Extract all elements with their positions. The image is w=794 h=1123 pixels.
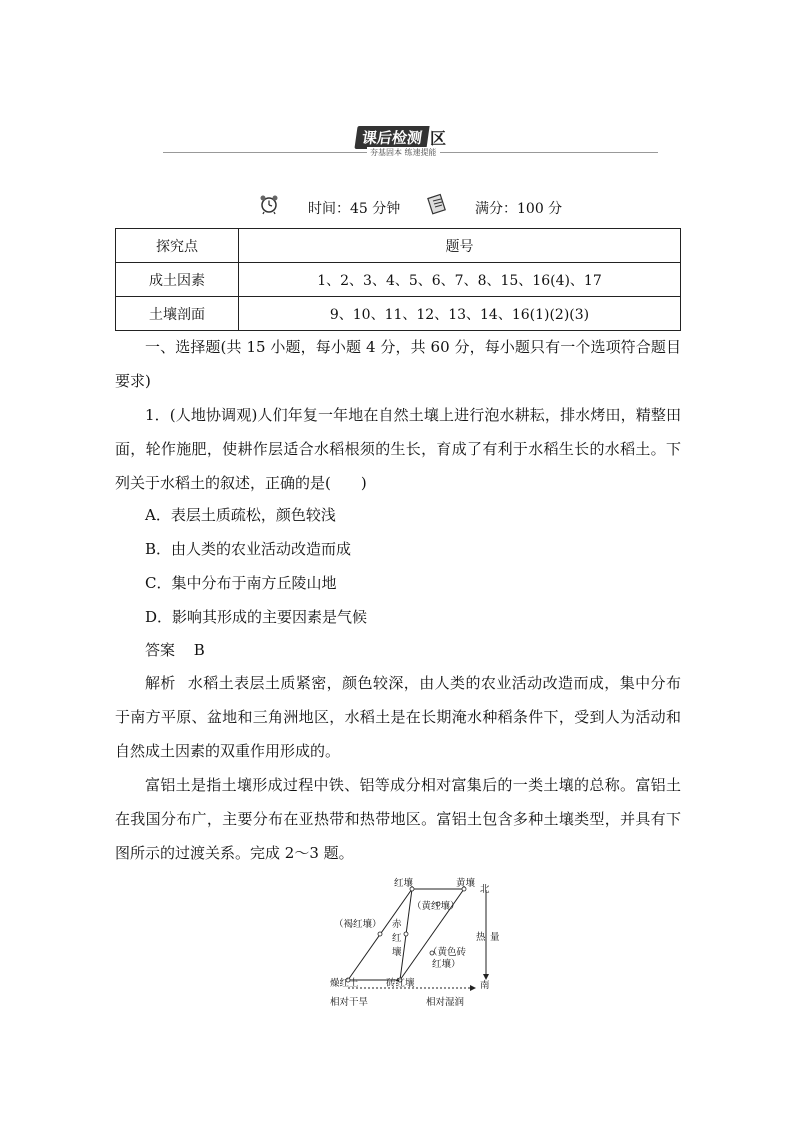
answer-value: B (193, 641, 205, 659)
time-score-bar (258, 193, 578, 219)
label-wet: 相对湿润 (426, 997, 465, 1008)
label-huangse-1: （黄色砖 (428, 947, 467, 958)
answer-line (145, 639, 205, 660)
label-hong: 红 (392, 933, 402, 944)
section-banner (0, 126, 794, 166)
table-cell: 1、2、3、4、5、6、7、8、15、16(4)、17 (239, 263, 681, 297)
banner-title-suffix: 区 (430, 128, 447, 148)
alarm-clock-icon (258, 193, 280, 215)
banner-title-box: 课后检测 (354, 126, 429, 149)
label-huangse-2: 红壤） (432, 959, 461, 970)
label-chi: 赤 (392, 919, 402, 930)
question-1-stem: 1．(人地协调观)人们年复一年地在自然土壤上进行泡水耕耘，排水烤田，精整田面，轮作施肥，使耕作层适合水稻根须的生长，育成了有利于水稻生长的水稻土。下列关于水稻土的叙述，正确的是( ) (115, 406, 681, 492)
answer-label: 答案 (145, 641, 176, 659)
table-header-cell: 题号 (239, 229, 681, 263)
section-intro: 一、选择题(共 15 小题，每小题 4 分，共 60 分，每小题只有一个选项符合题目要求) (115, 338, 681, 390)
moisture-arrow-head (470, 985, 476, 991)
table-header-cell: 探究点 (116, 229, 239, 263)
label-huangrang: 黄壤 (456, 878, 476, 889)
label-heat-2: 量 (490, 932, 500, 943)
table-row (116, 297, 681, 331)
passage-text: 富铝土是指土壤形成过程中铁、铝等成分相对富集后的一类土壤的总称。富铝土在我国分布广，主要分布在亚热带和热带地区。富铝土包含多种土壤类型，并具有下图所示的过渡关系。完成 2～3 题。 (115, 776, 681, 862)
label-zhuanhongrang: 砖红壤 (386, 978, 415, 989)
analysis-block (115, 666, 681, 768)
label-heat-1: 热 (476, 932, 486, 943)
score-sheet-icon (426, 193, 448, 215)
table-header-row (116, 229, 681, 263)
table-cell: 成土因素 (116, 263, 239, 297)
banner-subtitle: 夯基固本 练速提能 (367, 147, 440, 158)
option-c: C．集中分布于南方丘陵山地 (145, 574, 337, 592)
time-text: 时间：45 分钟 (308, 201, 401, 217)
soil-transition-diagram (330, 876, 510, 1011)
topics-table (115, 228, 681, 331)
label-hongrang: 红壤 (394, 878, 414, 889)
label-north: 北 (480, 884, 490, 895)
label-rang: 壤 (392, 947, 402, 958)
diagram-node (404, 932, 408, 936)
table-row (116, 263, 681, 297)
option-a: A．表层土质疏松，颜色较浅 (145, 506, 336, 524)
diagram-node (378, 932, 382, 936)
label-dry: 相对干旱 (330, 997, 369, 1008)
label-huanghongrang: （黄红壤） (412, 901, 460, 912)
label-south: 南 (480, 980, 490, 991)
score-text: 满分：100 分 (475, 201, 563, 217)
analysis-label: 解析 (145, 674, 176, 692)
analysis-text: 水稻土表层土质紧密，颜色较深，由人类的农业活动改造而成，集中分布于南方平原、盆地和三角洲地区，水稻土是在长期淹水种稻条件下，受到人为活动和自然成土因素的双重作用形成的。 (115, 674, 681, 760)
option-d: D．影响其形成的主要因素是气候 (145, 608, 368, 626)
table-cell: 土壤剖面 (116, 297, 239, 331)
table-cell: 9、10、11、12、13、14、16(1)(2)(3) (239, 297, 681, 331)
label-hehongrang: （褐红壤） (334, 919, 382, 930)
option-b: B．由人类的农业活动改造而成 (145, 540, 352, 558)
banner-title (356, 126, 446, 148)
label-zaohongtu: 燥红土 (330, 978, 359, 989)
